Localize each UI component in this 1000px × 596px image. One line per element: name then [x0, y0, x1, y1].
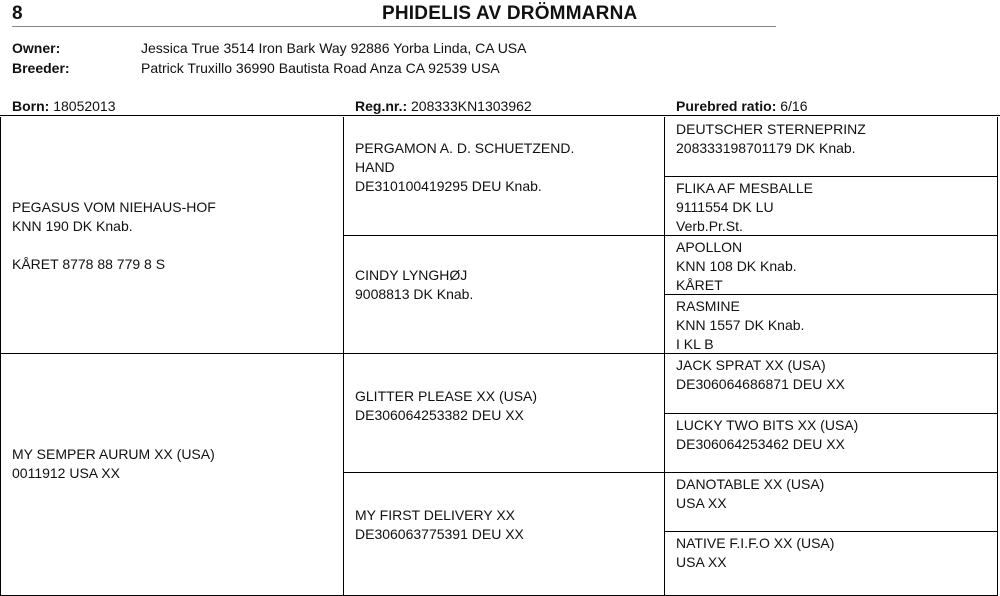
sd-dam-cell: RASMINE KNN 1557 DK Knab. I KL B	[676, 298, 805, 352]
horse-name-title: PHIDELIS AV DRÖMMARNA	[382, 3, 638, 24]
info-divider	[0, 115, 1000, 116]
lot-number: 8	[12, 3, 23, 24]
ds-dam-cell: LUCKY TWO BITS XX (USA) DE306064253462 DEU XX	[676, 417, 859, 452]
header-divider	[12, 26, 776, 27]
born-value: 18052013	[53, 98, 116, 114]
pedigree-table	[0, 117, 1000, 596]
born-field	[12, 98, 116, 114]
breeder-value: Patrick Truxillo 36990 Bautista Road Anza CA 92539 USA	[141, 60, 500, 76]
sire-cell: PEGASUS VOM NIEHAUS-HOF KNN 190 DK Knab. KÅRET 8778 88 779 8 S	[12, 199, 216, 272]
dd-dam-cell: NATIVE F.I.F.O XX (USA) USA XX	[676, 535, 835, 570]
sire-dam-cell: CINDY LYNGHØJ 9008813 DK Knab.	[355, 267, 474, 302]
ds-sire-cell: JACK SPRAT XX (USA) DE306064686871 DEU XX	[676, 357, 845, 392]
owner-label: Owner:	[12, 40, 61, 56]
sire-sire-cell: PERGAMON A. D. SCHUETZEND. HAND DE310100419295 DEU Knab.	[355, 140, 575, 194]
purebred-ratio-value: 6/16	[780, 98, 808, 114]
reg-number-field	[355, 98, 532, 114]
reg-number-label: Reg.nr.:	[355, 98, 408, 114]
owner-value: Jessica True 3514 Iron Bark Way 92886 Yorba Linda, CA USA	[141, 40, 527, 56]
purebred-ratio-label: Purebred ratio:	[676, 98, 777, 114]
pedigree-eighth-divider-4	[664, 531, 998, 532]
pedigree-left-border	[0, 117, 1, 596]
sd-sire-cell: APOLLON KNN 108 DK Knab. KÅRET	[676, 239, 797, 293]
pedigree-eighth-divider-1	[664, 176, 998, 177]
pedigree-right-border	[997, 117, 998, 596]
pedigree-quarter-divider-bottom	[343, 472, 998, 473]
pedigree-col2-divider	[664, 117, 665, 596]
ss-sire-cell: DEUTSCHER STERNEPRINZ 208333198701179 DK Knab.	[676, 121, 866, 156]
pedigree-col1-divider	[343, 117, 344, 596]
purebred-ratio-field	[676, 98, 808, 114]
born-label: Born:	[12, 98, 50, 114]
dd-sire-cell: DANOTABLE XX (USA) USA XX	[676, 476, 825, 511]
dam-sire-cell: GLITTER PLEASE XX (USA) DE306064253382 DEU XX	[355, 388, 538, 423]
ss-dam-cell: FLIKA AF MESBALLE 9111554 DK LU Verb.Pr.St.	[676, 180, 813, 234]
breeder-label: Breeder:	[12, 60, 70, 76]
dam-dam-cell: MY FIRST DELIVERY XX DE306063775391 DEU XX	[355, 507, 524, 542]
pedigree-eighth-divider-3	[664, 413, 998, 414]
dam-cell: MY SEMPER AURUM XX (USA) 0011912 USA XX	[12, 446, 215, 481]
reg-number-value: 208333KN1303962	[411, 98, 532, 114]
